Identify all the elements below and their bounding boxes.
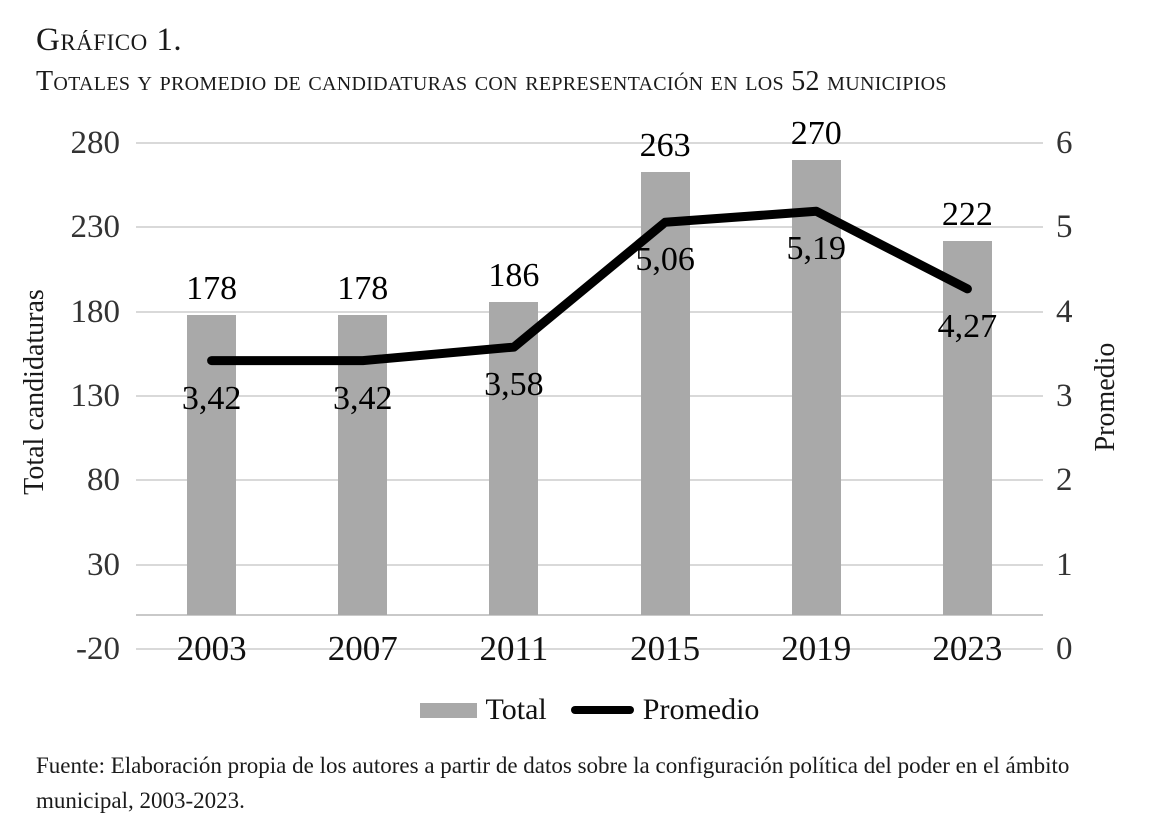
- bar-value-label: 178: [337, 270, 389, 307]
- bar-value-label: 263: [639, 126, 691, 164]
- line-value-label: 5,06: [635, 241, 695, 279]
- promedio-line-swatch-icon: [571, 706, 634, 714]
- bar-value-label: 222: [941, 195, 993, 233]
- line-value-label: 3,58: [484, 366, 544, 404]
- bar-value-label: 186: [488, 256, 540, 294]
- left-axis-tick-label: 230: [70, 209, 120, 246]
- left-axis-tick-label: 30: [87, 546, 120, 583]
- right-axis-tick-label: 4: [1056, 293, 1073, 330]
- left-axis-tick-label: 80: [87, 462, 120, 499]
- x-axis-year-label: 2019: [781, 629, 852, 668]
- chart-legend: [136, 688, 1043, 732]
- right-axis-tick-label: 1: [1056, 546, 1073, 583]
- left-axis-tick-label: -20: [76, 631, 120, 667]
- legend-label-total: Total: [485, 693, 547, 726]
- bar-value-label: 270: [790, 114, 842, 152]
- line-value-label: 5,19: [786, 230, 847, 268]
- right-axis-tick-label: 6: [1056, 125, 1073, 161]
- source-note-line1: Fuente: Elaboración propia de los autores a partir de datos sobre la configuración política del poder en el ámbito: [36, 753, 1070, 778]
- x-axis-year-label: 2011: [479, 629, 549, 668]
- right-axis-tick-label: 3: [1056, 378, 1073, 414]
- x-axis-year-label: 2003: [176, 629, 247, 668]
- total-bar-swatch-icon: [420, 703, 477, 718]
- right-axis-tick-label: 5: [1056, 209, 1073, 246]
- legend-item-total: [420, 693, 547, 727]
- x-axis-year-label: 2007: [327, 629, 398, 668]
- left-axis-tick-label: 280: [70, 125, 120, 161]
- right-axis-tick-label: 0: [1056, 631, 1073, 667]
- left-axis-tick-label: 180: [70, 293, 120, 330]
- line-value-label: 3,42: [333, 379, 393, 417]
- left-axis-title: Total candidaturas: [19, 289, 50, 495]
- right-axis-tick-label: 2: [1056, 462, 1073, 499]
- figure-number: Gráfico 1.: [36, 22, 183, 58]
- figure-title: Totales y promedio de candidaturas con representación en los 52 municipios: [36, 66, 947, 97]
- x-axis-year-label: 2015: [630, 629, 701, 668]
- line-value-label: 4,27: [937, 307, 998, 345]
- right-axis-title: Promedio: [1090, 342, 1121, 452]
- line-value-label: 3,42: [181, 379, 242, 417]
- x-axis-year-label: 2023: [932, 629, 1003, 668]
- left-axis-tick-label: 130: [70, 378, 120, 414]
- source-note: [36, 748, 1136, 818]
- legend-label-promedio: Promedio: [642, 693, 760, 726]
- source-note-line2: municipal, 2003-2023.: [36, 788, 245, 813]
- bar-value-label: 178: [186, 270, 238, 307]
- legend-item-promedio: [571, 693, 760, 727]
